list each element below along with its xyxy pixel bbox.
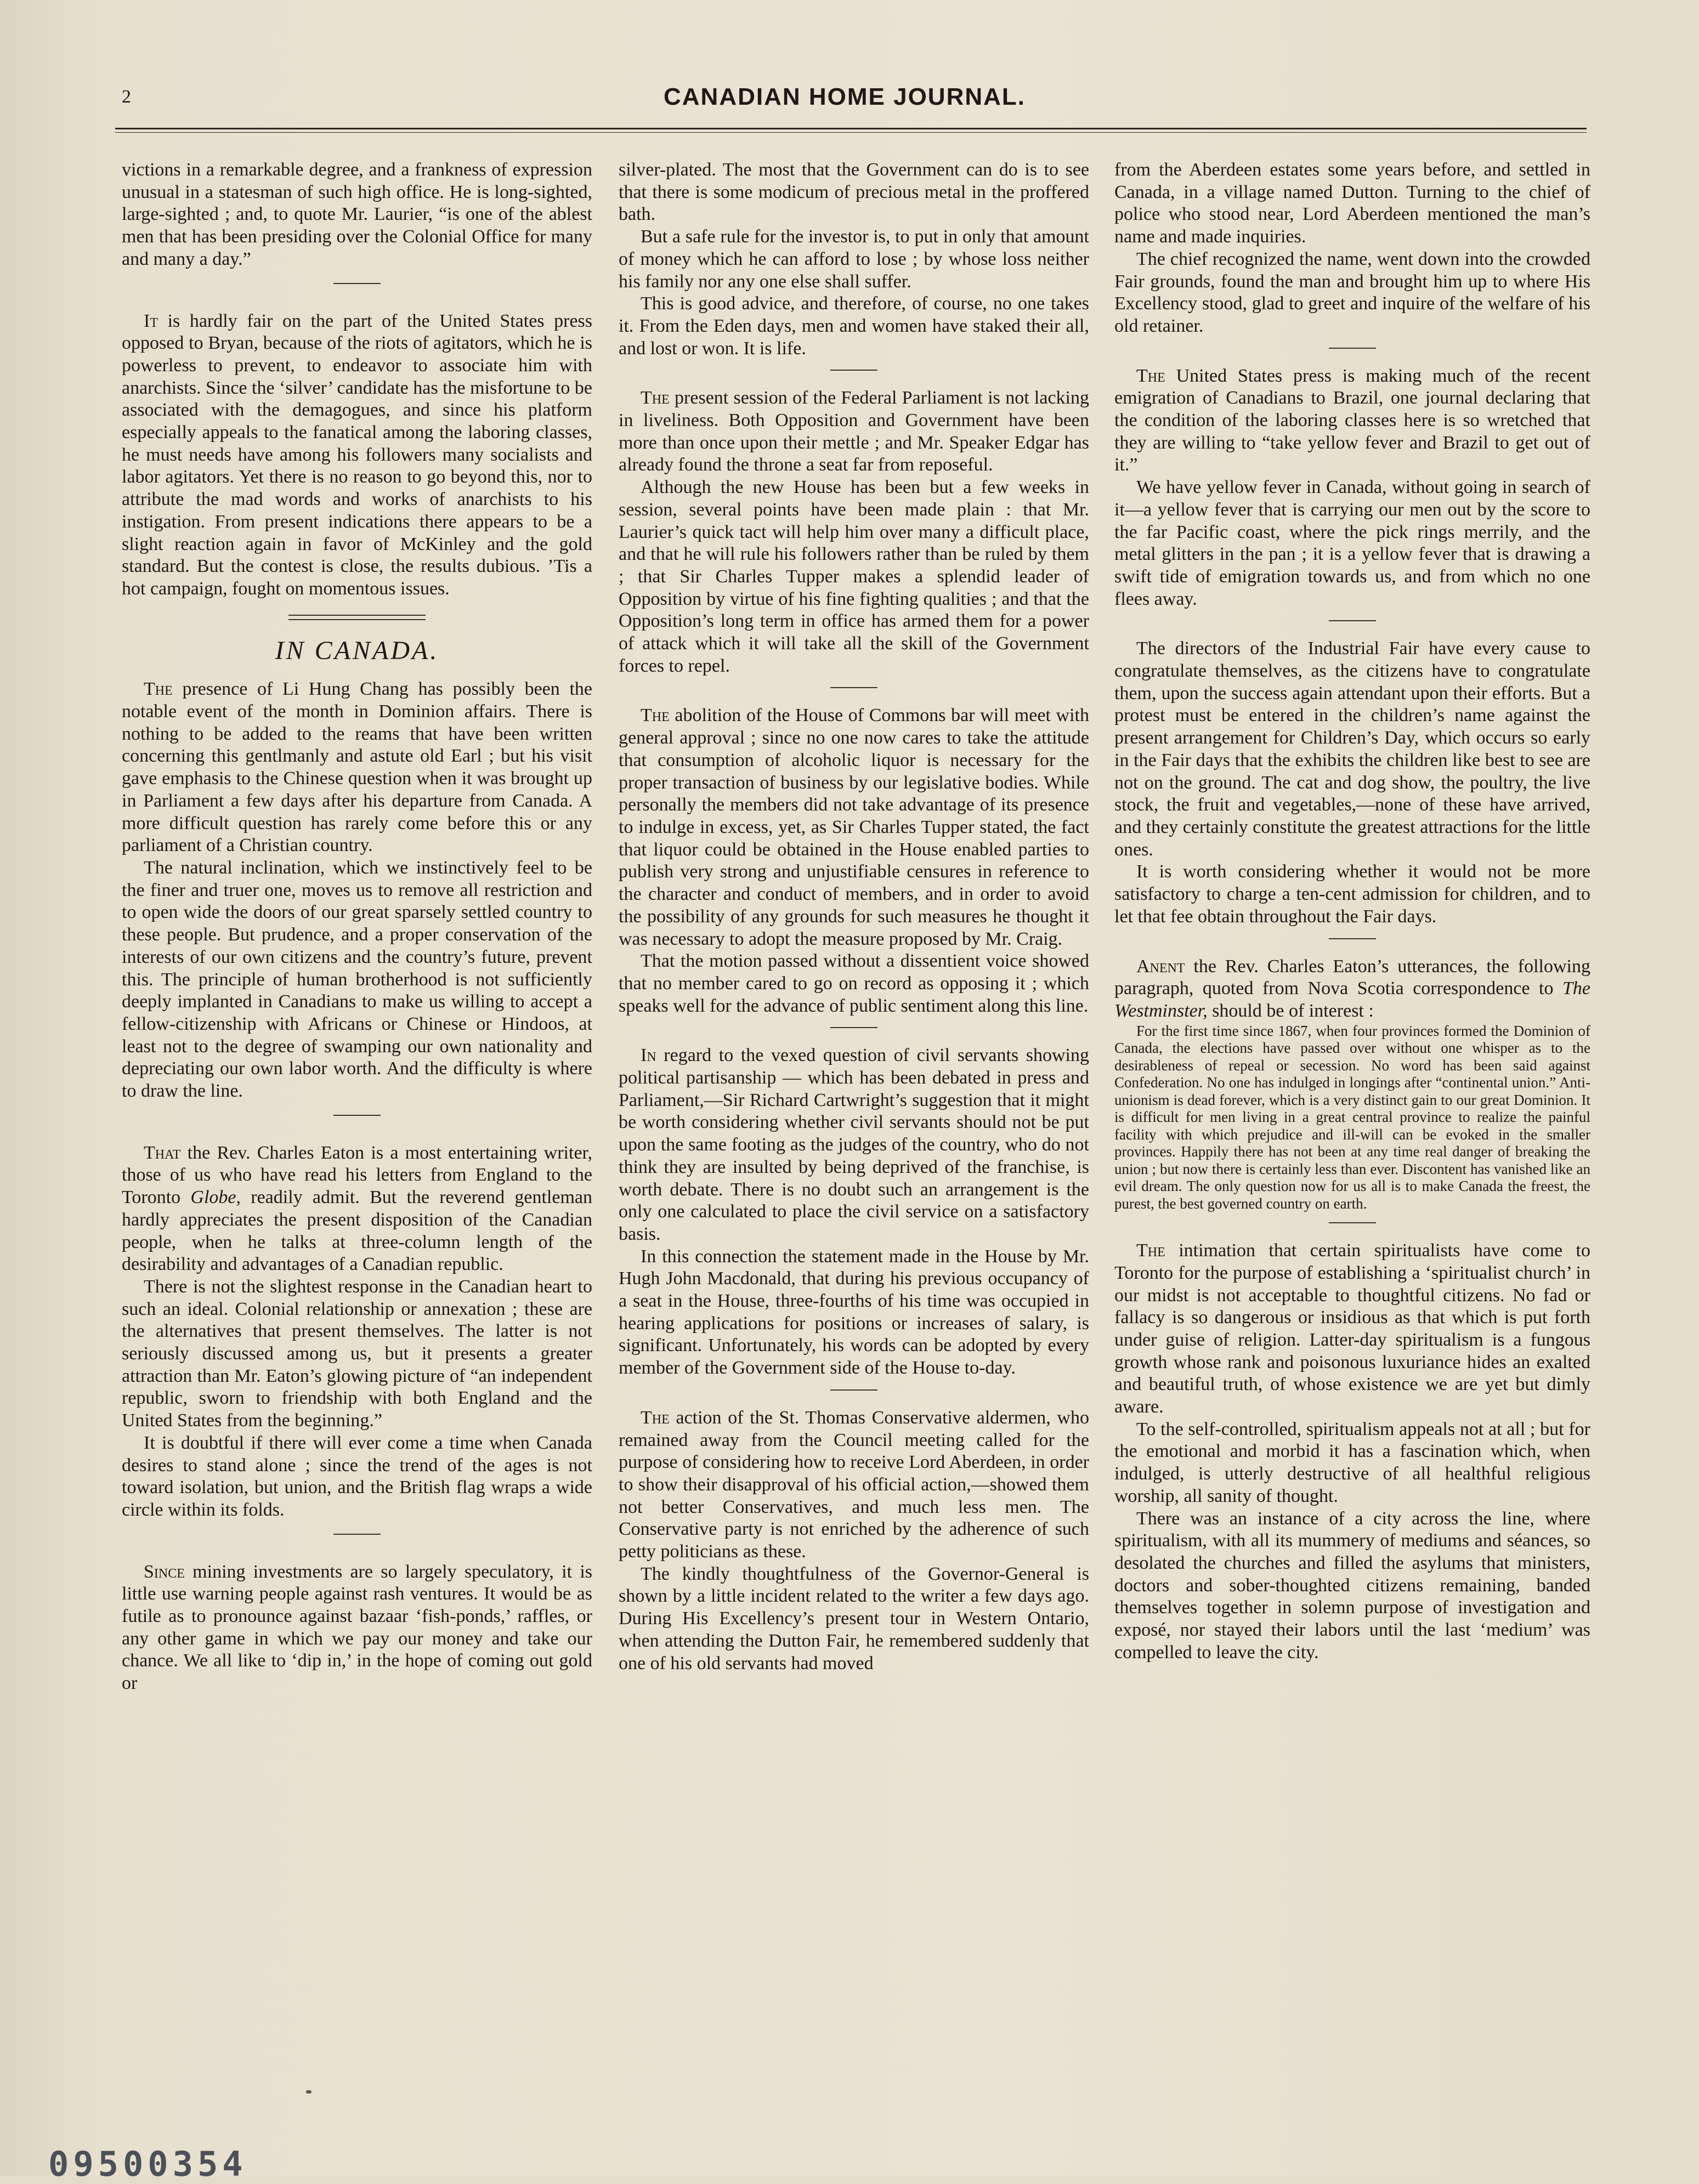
paragraph bbox=[1114, 365, 1590, 477]
section-separator bbox=[333, 283, 381, 284]
paragraph: But a safe rule for the investor is, to put in only that amount of money which he can afford to lose ; by whose loss neither his family nor any one else shall suffer. bbox=[619, 226, 1089, 292]
paragraph: silver-plated. The most that the Government can do is to see that there is some modicum of precious metal in the proffered bath. bbox=[619, 160, 1089, 225]
paragraph-text: readily admit. But the reverend gentleman hardly appreciates the present disposition of the Canadian people, when he talks at three-column length of the desirability and advantages of a Canadian republic. bbox=[122, 1187, 593, 1275]
paragraph-text: the Rev. Charles Eaton’s utterances, the following paragraph, quoted from Nova Scotia correspondence to bbox=[1114, 956, 1590, 999]
paragraph-text: present session of the Federal Parliament is not lacking in liveliness. Both Opposition and Government have been more than once upon their mettle ; and Mr. Speaker Edgar has already found the throne a seat far from reposeful. bbox=[619, 388, 1089, 475]
section-separator bbox=[830, 1389, 877, 1391]
section-separator bbox=[830, 1027, 877, 1028]
paragraph: It is worth considering whether it would not be more satisfactory to charge a ten-cent admission for children, and to let that fee obtain throughout the Fair days. bbox=[1114, 861, 1590, 927]
lead-word: The bbox=[641, 388, 670, 409]
paragraph: It is doubtful if there will ever come a time when Canada desires to stand alone ; since the trend of the ages is not toward isolation, but union, and the British flag wraps a wide circle within its folds. bbox=[122, 1432, 592, 1520]
paragraph: victions in a remarkable degree, and a frankness of expression unusual in a statesman of such high office. He is long-sighted, large-sighted ; and, to quote Mr. Laurier, “is one of the ablest men that has been presiding over the Colonial Office for many and many a day.” bbox=[122, 160, 592, 269]
paragraph bbox=[122, 1142, 592, 1276]
column-3 bbox=[1114, 159, 1590, 1664]
double-rule bbox=[288, 615, 426, 620]
section-separator bbox=[1329, 620, 1376, 621]
lead-word: The bbox=[1136, 1240, 1165, 1261]
catalog-stamp: 09500354 bbox=[48, 2144, 247, 2184]
paragraph: This is good advice, and therefore, of course, no one takes it. From the Eden days, men and women have staked their all, and lost or won. It is life. bbox=[619, 293, 1089, 359]
paragraph: We have yellow fever in Canada, without going in search of it—a yellow fever that is carrying our men out by the score to the far Pacific coast, where the pick rings merrily, and the metal glitters in the pan ; it is a yellow fever that is drawing a swift tide of emigration towards us, and from which no one flees away. bbox=[1114, 477, 1590, 609]
paragraph-text: intimation that certain spiritualists have come to Toronto for the purpose of establishing a ‘spiritualist church’ in our midst is not acceptable to thoughtful citizens. No fad or fallacy is so dangerous or insidious as that which is put forth under guise of religion. Latter-day spiritualism is a fungous growth whose rank and poisonous luxuriance hides an exalted and beautiful truth, of whose existence we are yet but dimly aware. bbox=[1114, 1240, 1590, 1417]
paragraph bbox=[1114, 956, 1590, 1023]
paragraph-text: regard to the vexed question of civil servants showing political partisanship — which has been debated in press and Parliament,—Sir Richard Cartwright’s suggestion that it might be worth considering whether civil servants should not be put upon the same footing as the judges of the country, who do not think they are insulted by being deprived of the franchise, is worth debate. There is no doubt such an arrangement is the only one calculated to place the civil service on a satisfactory basis. bbox=[619, 1045, 1089, 1244]
section-separator bbox=[1329, 1222, 1376, 1223]
paragraph-text: abolition of the House of Commons bar will meet with general approval ; since no one now cares to take the attitude that consumption of alcoholic liquor is necessary for the proper transaction of business by our legislative bodies. While personally the members did not take advantage of its presence to indulge in excess, yet, as Sir Charles Tupper stated, the fact that liquor could be obtained in the House enabled parties to publish very strong and unjustifiable censures in reference to the character and conduct of members, and in order to avoid the possibility of any grounds for such measures he thought it was necessary to adopt the measure proposed by Mr. Craig. bbox=[619, 705, 1089, 949]
lead-word: Anent bbox=[1136, 956, 1185, 977]
paragraph-text: is hardly fair on the part of the United States press opposed to Bryan, because of the riots of agitators, which he is powerless to prevent, to endeavor to associate him with anarchists. Since the ‘silver’ candidate has the misfortune to be associated with the demagogues, and since his platform especially appeals to the fanatical among the laboring classes, he must needs have among his followers many socialists and labor agitators. Yet there is no reason to go beyond this, nor to attribute the mad words and works of anarchists to his instigation. From present indications there appears to be a slight reaction again in favor of McKinley and the gold standard. But the contest is close, the results dubious. ’Tis a hot campaign, fought on momentous issues. bbox=[122, 310, 592, 599]
section-separator bbox=[830, 370, 877, 371]
paragraph-text: the Rev. Charles Eaton is a most entertaining writer, those of us who have read his letters from England to the Toronto bbox=[122, 1142, 592, 1208]
header-rule bbox=[115, 128, 1587, 129]
paragraph bbox=[619, 1407, 1089, 1563]
lead-word: The bbox=[144, 679, 173, 700]
section-separator bbox=[1329, 938, 1376, 939]
lead-word: The bbox=[641, 705, 670, 726]
header-rule-thin bbox=[115, 132, 1587, 133]
lead-word: It bbox=[144, 310, 158, 331]
lead-word: In bbox=[641, 1045, 656, 1066]
paragraph: Although the new House has been but a few weeks in session, several points have been made plain : that Mr. Laurier’s quick tact will help him over many a difficult place, and that he will rule his followers rather than be ruled by them ; that Sir Charles Tupper makes a splendid leader of Opposition by virtue of his fine fighting qualities ; and that the Opposition’s long term in office has armed them for a power of attack which it will take all the skill of the Government forces to repel. bbox=[619, 477, 1089, 676]
paragraph: The chief recognized the name, went down into the crowded Fair grounds, found the man and brought him up to where His Excellency stood, glad to greet and inquire of the welfare of his old retainer. bbox=[1114, 248, 1590, 336]
paragraph: The natural inclination, which we instinctively feel to be the finer and truer one, moves us to remove all restriction and to open wide the doors of our great sparsely settled country to these people. But prudence, and a proper conservation of the interests of our own citizens and the country’s future, prevent this. The principle of human brotherhood is not sufficiently deeply implanted in Canadians to make us willing to accept a fellow-citizenship with Africans or Chinese or Hindoos, at least not to the degree of swamping our own nationality and depreciating our own labor worth. And the difficulty is where to draw the line. bbox=[122, 857, 592, 1102]
paragraph: The directors of the Industrial Fair have every cause to congratulate themselves, as the citizens have to congratulate them, upon the success again attendant upon their efforts. But a protest must be entered in the children’s name against the present arrangement for Children’s Day, which occurs so early in the Fair days that the exhibits the children like best to see are not on the ground. The cat and dog show, the poultry, the live stock, the fruit and vegetables,—none of these have arrived, and they certainly constitute the greatest attractions for the little ones. bbox=[1114, 638, 1590, 860]
column-1 bbox=[122, 159, 592, 1695]
lead-word: Since bbox=[144, 1561, 185, 1582]
journal-title: CANADIAN HOME JOURNAL. bbox=[664, 83, 1026, 110]
lead-word: The bbox=[1136, 365, 1165, 386]
paragraph bbox=[1114, 1240, 1590, 1419]
paragraph: That the motion passed without a dissentient voice showed that no member cared to go on record as opposing it ; which speaks well for the advance of public sentiment along this line. bbox=[619, 951, 1089, 1016]
paragraph: To the self-controlled, spiritualism appeals not at all ; but for the emotional and morbid it has a fascination which, when indulged, is utterly destructive of all healthful religious worship, all sanity of thought. bbox=[1114, 1419, 1590, 1506]
lead-word: The bbox=[641, 1407, 670, 1428]
column-2 bbox=[619, 159, 1089, 1675]
section-separator bbox=[333, 1115, 381, 1116]
section-separator bbox=[830, 687, 877, 688]
ink-speck bbox=[306, 2090, 312, 2094]
paragraph-text: presence of Li Hung Chang has possibly been the notable event of the month in Dominion affairs. There is nothing to be added to the reams that have been written concerning this gentlmanly and astute old Earl ; but his visit gave emphasis to the Chinese question when it was brought up in Parliament a few days after his departure from Canada. A more difficult question has rarely come before this or any parliament of a Christian country. bbox=[122, 679, 592, 856]
periodical-name: The Westminster, bbox=[1114, 978, 1590, 1021]
paragraph: from the Aberdeen estates some years before, and settled in Canada, in a village named Dutton. Turning to the chief of police who stood near, Lord Aberdeen mentioned the man’s name and made inquiries. bbox=[1114, 160, 1590, 247]
page-number: 2 bbox=[122, 87, 131, 107]
paragraph bbox=[122, 678, 592, 857]
paragraph: There was an instance of a city across the line, where spiritualism, with all its mummery of mediums and séances, so desolated the churches and filled the asylums that ministers, doctors and sober-thoughted citizens remaining, banded themselves together in solemn purpose of investigation and exposé, nor stayed their labors until the last ‘medium’ was compelled to leave the city. bbox=[1114, 1508, 1590, 1663]
paragraph bbox=[122, 1561, 592, 1695]
newspaper-name: Globe, bbox=[190, 1187, 241, 1208]
paragraph bbox=[619, 387, 1089, 476]
paragraph: In this connection the statement made in the House by Mr. Hugh John Macdonald, that during his previous occupancy of a seat in the House, three-fourths of his time was occupied in hearing applications for positions or increases of salary, is significant. Unfortunately, his words can be adopted by every member of the Government side of the House to-day. bbox=[619, 1246, 1089, 1379]
section-separator bbox=[333, 1534, 381, 1535]
lead-word: That bbox=[144, 1142, 181, 1163]
paragraph: There is not the slightest response in the Canadian heart to such an ideal. Colonial relationship or annexation ; these are the alternatives that present themselves. The latter is not seriously discussed among us, but it presents a greater attraction than Mr. Eaton’s glowing picture of “an independent republic, sworn to friendship with both England and the United States from the beginning.” bbox=[122, 1276, 592, 1431]
section-heading: IN CANADA. bbox=[275, 636, 439, 665]
block-quote: For the first time since 1867, when four provinces formed the Dominion of Canada, the elections have passed over without one whisper as to the desirableness of repeal or secession. No word has been said against Confederation. No one has indulged in longings after “continental union.” Anti-unionism is dead forever, which is a very distinct gain to our great Dominion. It is difficult for men living in a great central province to realize the painful facility with which prejudice and ill-will can be evoked in the smaller provinces. Happily there has not been at any time real danger of breaking the union ; but now there is certainly less than ever. Discontent has vanished like an evil dream. The only question now for us all is to make Canada the freest, the purest, the best governed country on earth. bbox=[1114, 1022, 1590, 1212]
paragraph bbox=[619, 1045, 1089, 1245]
paragraph-text: action of the St. Thomas Conservative aldermen, who remained away from the Council meeting called for the purpose of considering how to receive Lord Aberdeen, in order to show their disapproval of his official action,—showed them not better Conservatives, and much less men. The Conservative party is not enriched by the adherence of such petty politicians as these. bbox=[619, 1407, 1089, 1562]
paragraph bbox=[122, 310, 592, 600]
paragraph bbox=[619, 705, 1089, 950]
paragraph-text: United States press is making much of the recent emigration of Canadians to Brazil, one journal declaring that the condition of the laboring classes here is so wretched that they are willing to “take yellow fever and Brazil to get out of it.” bbox=[1114, 365, 1590, 475]
section-separator bbox=[1329, 348, 1376, 349]
paragraph: The kindly thoughtfulness of the Governor-General is shown by a little incident related to the writer a few days ago. During His Excellency’s present tour in Western Ontario, when attending the Dutton Fair, he remembered suddenly that one of his old servants had moved bbox=[619, 1563, 1089, 1674]
paragraph-text: mining investments are so largely speculatory, it is little use warning people against rash ventures. It would be as futile as to pronounce against bazaar ‘fish-ponds,’ raffles, or any other game in which we pay our money and take our chance. We all like to ‘dip in,’ in the hope of coming out gold or bbox=[122, 1561, 592, 1694]
paragraph-text: should be of interest : bbox=[1207, 1000, 1374, 1021]
